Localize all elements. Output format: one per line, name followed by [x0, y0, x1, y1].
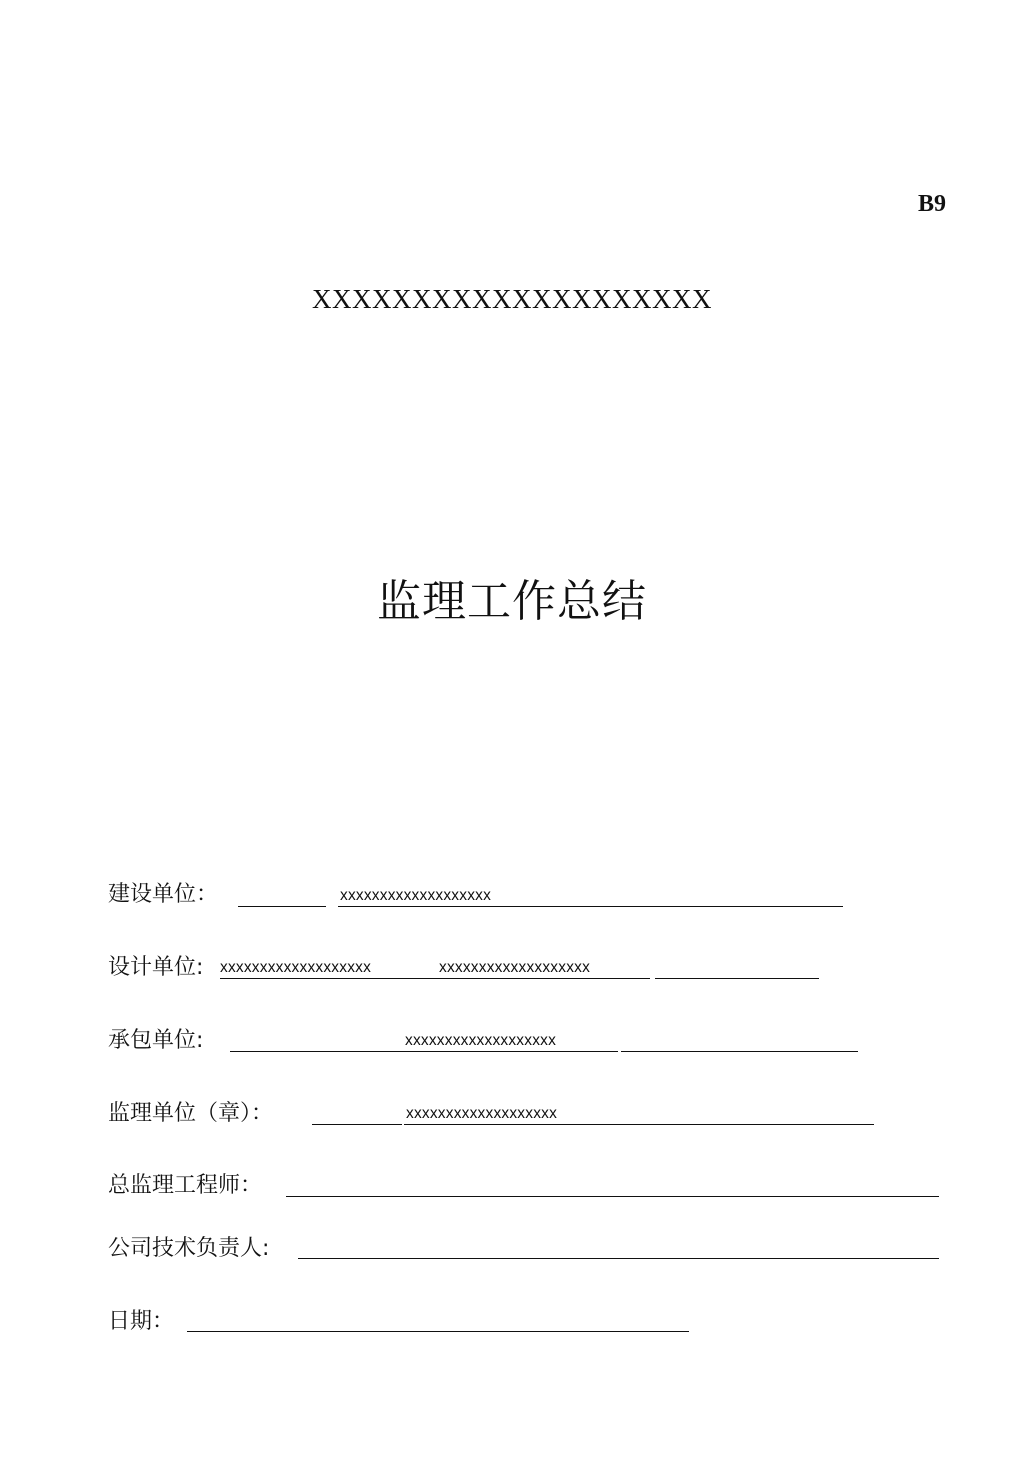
design-unit-label: 设计单位:	[108, 955, 204, 980]
chief-engineer-line	[286, 1196, 939, 1197]
chief-engineer-label: 总监理工程师：	[108, 1173, 263, 1198]
design-unit-value-1: xxxxxxxxxxxxxxxxxxx	[220, 959, 372, 976]
design-unit-line	[220, 978, 650, 979]
date-label: 日期：	[108, 1309, 175, 1334]
construction-unit-blank-line	[238, 906, 326, 907]
document-code: B9	[918, 191, 947, 217]
contractor-unit-label: 承包单位:	[108, 1028, 204, 1053]
contractor-unit-blank-line	[621, 1051, 858, 1052]
contractor-unit-line	[230, 1051, 618, 1052]
construction-unit-label: 建设单位：	[108, 882, 219, 907]
supervision-unit-value: xxxxxxxxxxxxxxxxxxx	[406, 1105, 558, 1122]
document-title: 监理工作总结	[377, 576, 647, 627]
tech-lead-label: 公司技术负责人:	[108, 1236, 270, 1261]
construction-unit-value: xxxxxxxxxxxxxxxxxxx	[340, 887, 492, 904]
tech-lead-line	[298, 1258, 939, 1259]
supervision-unit-blank-line	[312, 1124, 402, 1125]
design-unit-blank-line	[655, 978, 819, 979]
construction-unit-line	[338, 906, 843, 907]
supervision-unit-line	[404, 1124, 874, 1125]
supervision-unit-label: 监理单位（章）：	[108, 1101, 274, 1126]
design-unit-value-2: xxxxxxxxxxxxxxxxxxx	[439, 959, 591, 976]
contractor-unit-value: xxxxxxxxxxxxxxxxxxx	[405, 1032, 557, 1049]
project-name: XXXXXXXXXXXXXXXXXXXX	[312, 284, 712, 314]
date-line	[187, 1331, 689, 1332]
